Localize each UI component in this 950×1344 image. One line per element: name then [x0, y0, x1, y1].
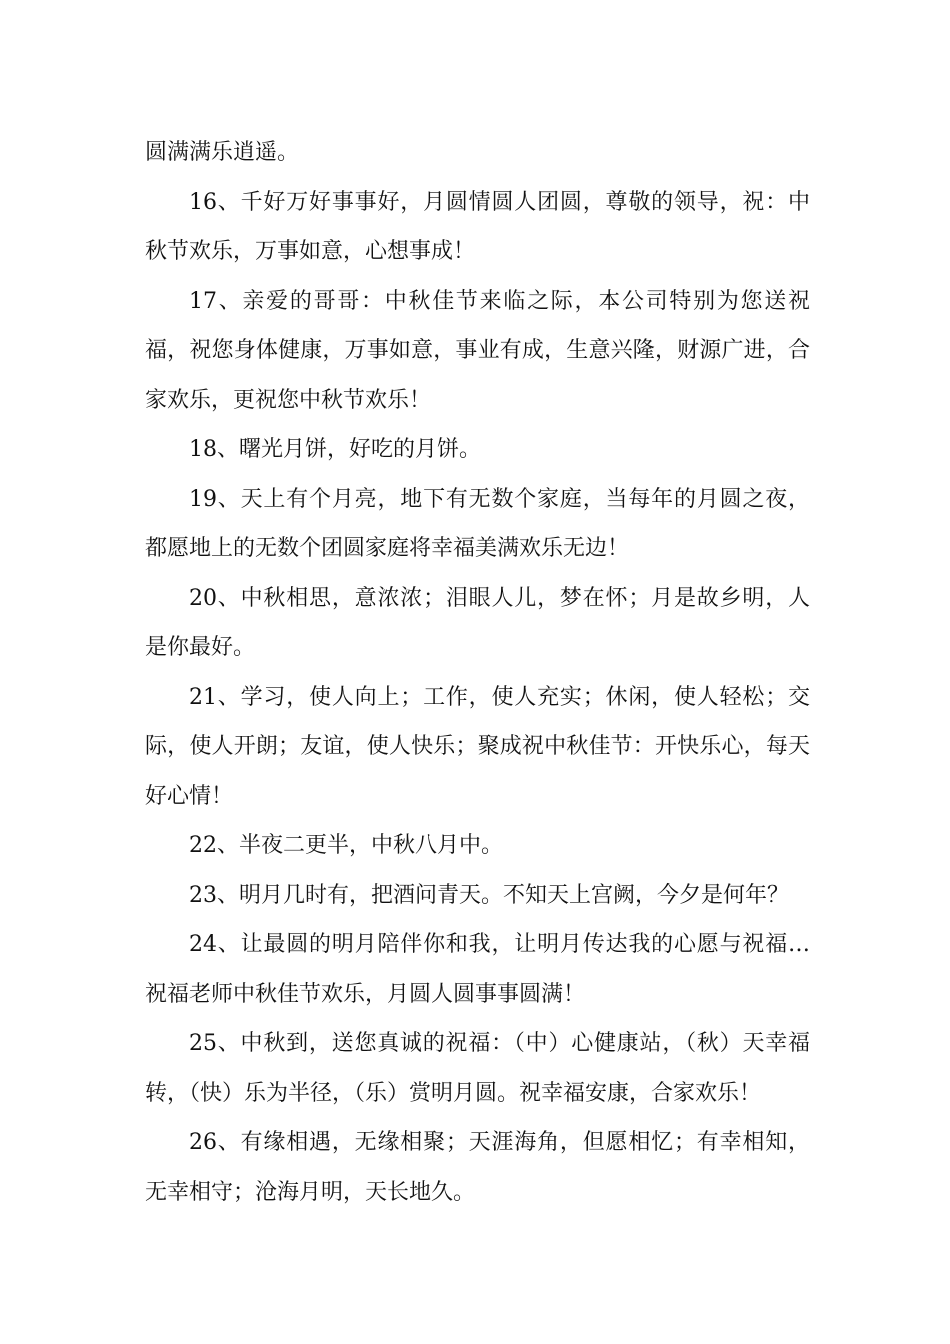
paragraph-16: 16、千好万好事事好，月圆情圆人团圆，尊敬的领导，祝：中秋节欢乐，万事如意，心想事成！ — [145, 189, 810, 264]
paragraph-continuation: 圆满满乐逍遥。 — [145, 140, 300, 165]
paragraph-24: 24、让最圆的明月陪伴你和我，让明月传达我的心愿与祝福…祝福老师中秋佳节欢乐，月圆人圆事事圆满！ — [145, 932, 810, 1007]
paragraph-22: 22、半夜二更半，中秋八月中。 — [189, 833, 503, 858]
paragraph-20: 20、中秋相思，意浓浓；泪眼人儿，梦在怀；月是故乡明，人是你最好。 — [145, 585, 810, 660]
paragraph-23: 23、明月几时有，把酒问青天。不知天上宫阙，今夕是何年？ — [189, 882, 789, 908]
paragraph-18: 18、曙光月饼，好吃的月饼。 — [189, 437, 481, 462]
paragraph-26: 26、有缘相遇，无缘相聚；天涯海角，但愿相忆；有幸相知，无幸相守；沧海月明，天长地久。 — [145, 1130, 810, 1205]
paragraph-21: 21、学习，使人向上；工作，使人充实；休闲，使人轻松；交际，使人开朗；友谊，使人快乐；聚成祝中秋佳节：开快乐心，每天好心情！ — [145, 684, 810, 809]
paragraph-25: 25、中秋到，送您真诚的祝福：（中）心健康站，（秋）天幸福转，（快）乐为半径，（乐）赏明月圆。祝幸福安康，合家欢乐！ — [145, 1031, 810, 1106]
paragraph-19: 19、天上有个月亮，地下有无数个家庭，当每年的月圆之夜，都愿地上的无数个团圆家庭将幸福美满欢乐无边！ — [145, 486, 810, 561]
paragraph-17: 17、亲爱的哥哥：中秋佳节来临之际，本公司特别为您送祝福，祝您身体健康，万事如意，事业有成，生意兴隆，财源广进，合家欢乐，更祝您中秋节欢乐！ — [145, 288, 810, 413]
document-body — [145, 128, 810, 1217]
